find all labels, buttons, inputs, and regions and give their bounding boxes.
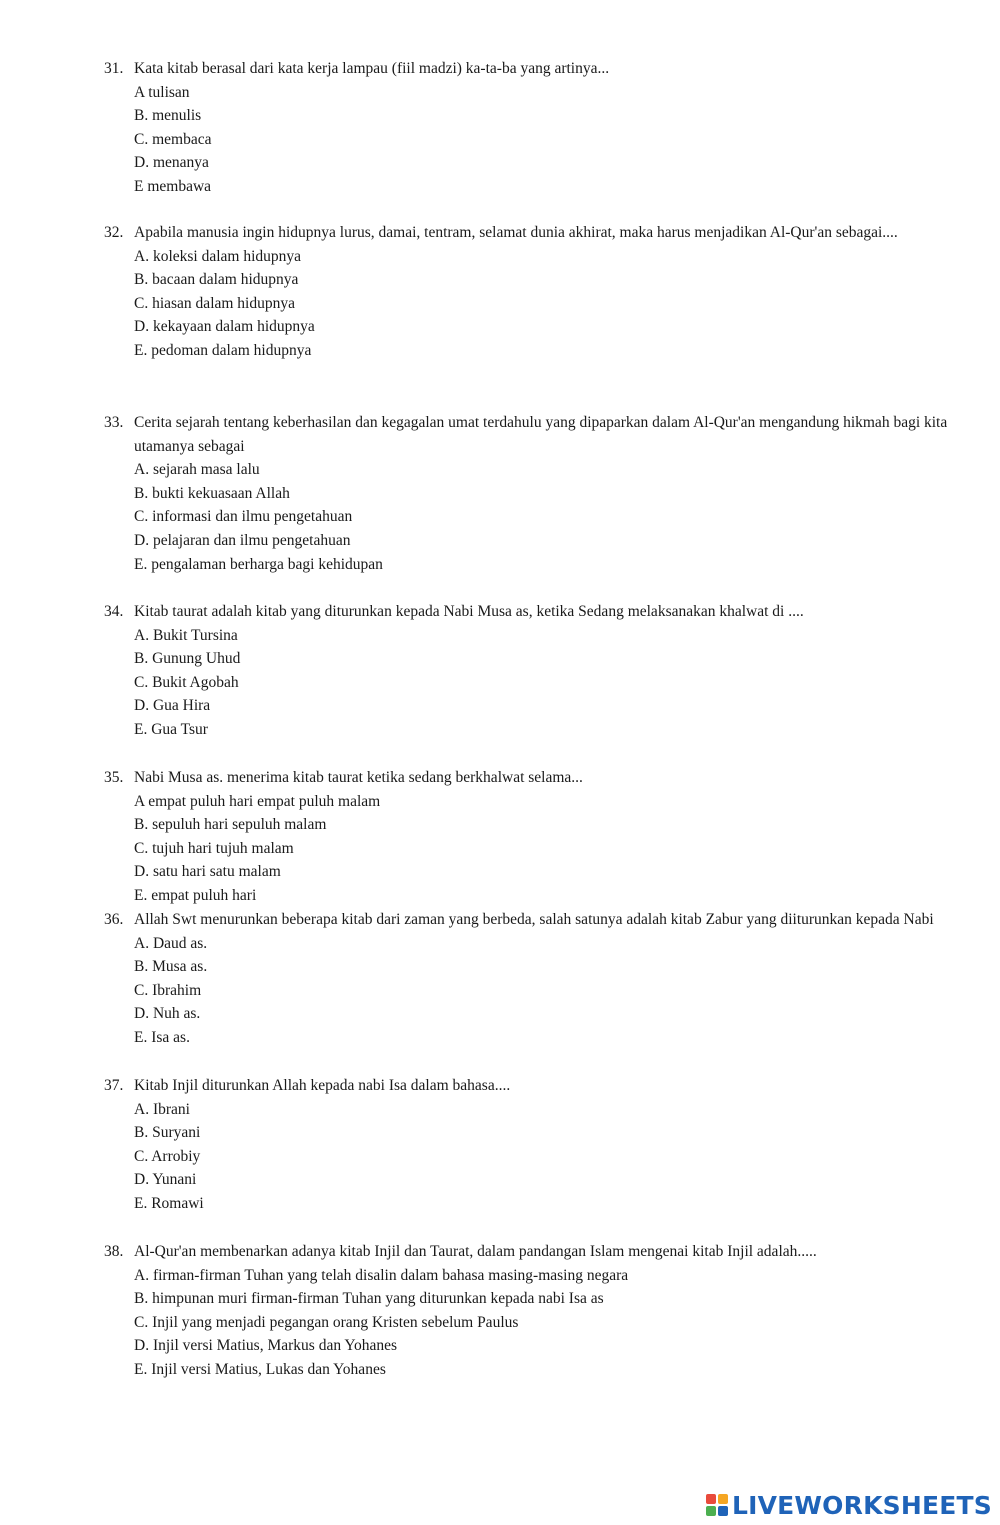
option-d: D. menanya [134, 154, 209, 172]
question-number: 36. [104, 911, 124, 928]
option-list [134, 458, 974, 576]
option-c: C. Arrobiy [134, 1147, 201, 1165]
option-b: B. bacaan dalam hidupnya [134, 271, 299, 289]
option-e: E. empat puluh hari [134, 886, 257, 904]
question-38 [104, 1240, 974, 1382]
option-b: B. himpunan muri firman-firman Tuhan yang diturunkan kepada nabi Isa as [134, 1290, 604, 1308]
question-text: Nabi Musa as. menerima kitab taurat ketika sedang berkhalwat selama... [134, 769, 583, 786]
option-e: E. pedoman dalam hidupnya [134, 341, 312, 359]
option-b: B. Suryani [134, 1124, 201, 1142]
option-list [134, 932, 974, 1050]
question-34 [104, 600, 974, 742]
option-b: B. bukti kekuasaan Allah [134, 484, 290, 502]
question-text: Cerita sejarah tentang keberhasilan dan kegagalan umat terdahulu yang dipaparkan dalam Al-Qur'an mengandung hikmah bagi kita utamanya sebagai [134, 414, 948, 455]
question-33 [104, 411, 974, 576]
logo-tile-blue [718, 1506, 728, 1516]
question-number: 35. [104, 769, 124, 786]
option-c: C. hiasan dalam hidupnya [134, 294, 295, 312]
question-text: Kitab taurat adalah kitab yang diturunkan kepada Nabi Musa as, ketika Sedang melaksanakan khalwat di .... [134, 603, 804, 620]
question-36 [104, 908, 974, 1050]
option-d: D. Gua Hira [134, 697, 211, 715]
option-a: A tulisan [134, 83, 190, 101]
option-d: D. satu hari satu malam [134, 863, 281, 881]
question-number: 38. [104, 1243, 124, 1260]
logo-text: LIVEWORKSHEETS [731, 1490, 992, 1520]
option-list [134, 1098, 974, 1216]
option-d: D. Nuh as. [134, 1005, 201, 1023]
option-a: A. firman-firman Tuhan yang telah disalin dalam bahasa masing-masing negara [134, 1266, 629, 1284]
option-list [134, 624, 974, 742]
question-text: Kata kitab berasal dari kata kerja lampau (fiil madzi) ka-ta-ba yang artinya... [134, 60, 610, 77]
option-e: E. Romawi [134, 1194, 204, 1212]
logo-tile-green [706, 1506, 716, 1516]
option-d: D. kekayaan dalam hidupnya [134, 318, 315, 336]
question-31 [104, 57, 974, 199]
option-a: A. Ibrani [134, 1100, 190, 1118]
question-35 [104, 766, 974, 908]
option-e: E membawa [134, 177, 212, 195]
option-a: A. Bukit Tursina [134, 626, 238, 644]
option-d: D. Injil versi Matius, Markus dan Yohanes [134, 1337, 398, 1355]
option-b: B. menulis [134, 107, 202, 125]
logo-mark-icon [706, 1494, 728, 1516]
question-number: 37. [104, 1077, 124, 1094]
option-e: E. pengalaman berharga bagi kehidupan [134, 555, 383, 573]
option-b: B. Musa as. [134, 958, 208, 976]
question-number: 31. [104, 60, 124, 77]
option-c: C. Injil yang menjadi pegangan orang Kristen sebelum Paulus [134, 1313, 519, 1331]
question-text: Apabila manusia ingin hidupnya lurus, damai, tentram, selamat dunia akhirat, maka harus menjadikan Al-Qur'an sebagai.... [134, 224, 898, 241]
option-e: E. Gua Tsur [134, 720, 208, 738]
question-text: Kitab Injil diturunkan Allah kepada nabi Isa dalam bahasa.... [134, 1077, 511, 1094]
option-list [134, 790, 974, 908]
logo-tile-red [706, 1494, 716, 1504]
option-d: D. Yunani [134, 1171, 197, 1189]
question-number: 33. [104, 414, 124, 431]
option-list [134, 1264, 974, 1382]
logo-tile-orange [718, 1494, 728, 1504]
question-text: Al-Qur'an membenarkan adanya kitab Injil dan Taurat, dalam pandangan Islam mengenai kitab Injil adalah..... [134, 1243, 817, 1260]
option-b: B. Gunung Uhud [134, 650, 241, 668]
question-32 [104, 221, 974, 363]
option-list [134, 81, 974, 199]
question-37 [104, 1074, 974, 1216]
option-a: A empat puluh hari empat puluh malam [134, 792, 381, 810]
option-a: A. Daud as. [134, 934, 208, 952]
option-c: C. Bukit Agobah [134, 673, 239, 691]
option-c: C. informasi dan ilmu pengetahuan [134, 508, 353, 526]
option-e: E. Isa as. [134, 1028, 190, 1046]
option-c: C. Ibrahim [134, 981, 202, 999]
option-e: E. Injil versi Matius, Lukas dan Yohanes [134, 1360, 386, 1378]
option-c: C. membaca [134, 130, 212, 148]
question-number: 34. [104, 603, 124, 620]
option-d: D. pelajaran dan ilmu pengetahuan [134, 531, 351, 549]
option-list [134, 245, 974, 363]
question-text: Allah Swt menurunkan beberapa kitab dari zaman yang berbeda, salah satunya adalah kitab Zabur yang diiturunkan kepada Nabi [134, 911, 934, 928]
question-number: 32. [104, 224, 124, 241]
option-a: A. sejarah masa lalu [134, 461, 260, 479]
option-a: A. koleksi dalam hidupnya [134, 247, 302, 265]
liveworksheets-logo [706, 1489, 992, 1521]
option-b: B. sepuluh hari sepuluh malam [134, 816, 327, 834]
option-c: C. tujuh hari tujuh malam [134, 839, 294, 857]
